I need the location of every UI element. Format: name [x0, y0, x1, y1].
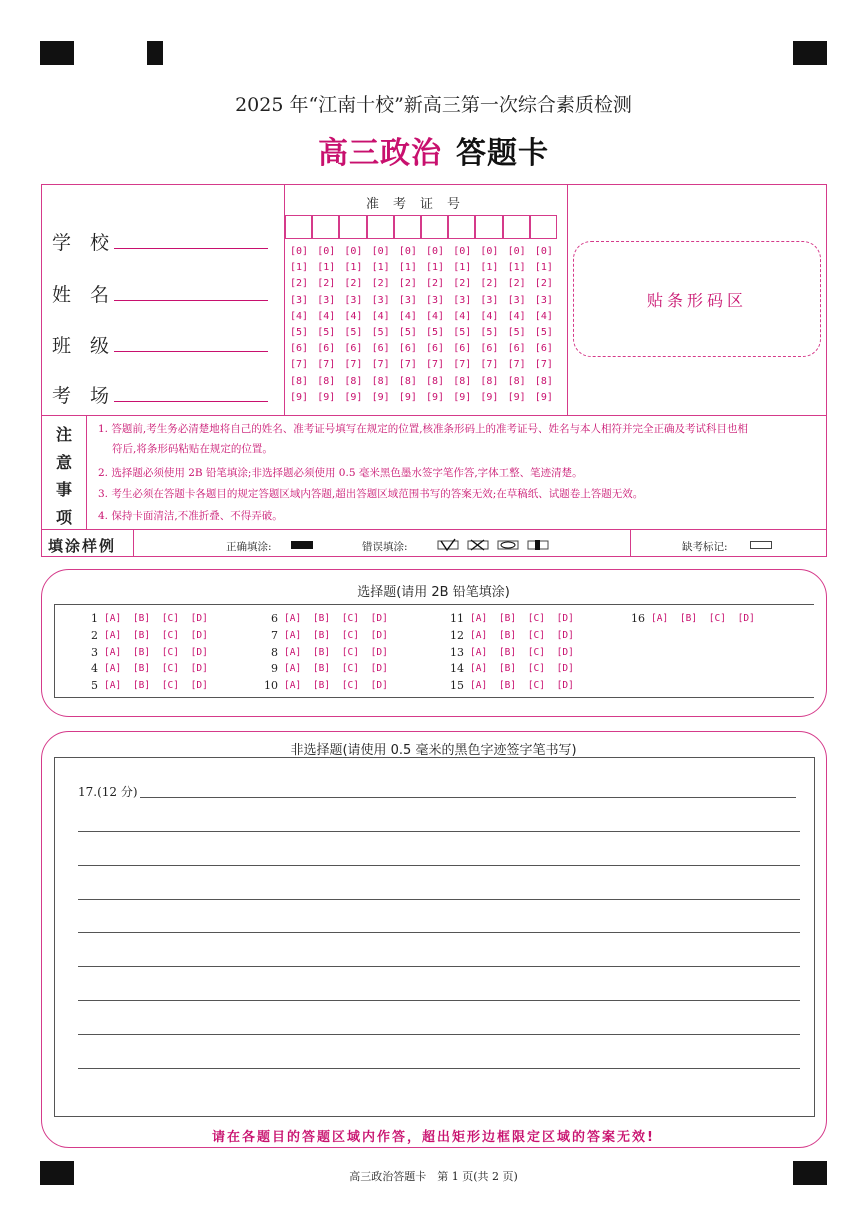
question-17-label: 17.(12 分) [78, 785, 138, 799]
class-label: 班 级 [52, 335, 110, 357]
admission-digit-bubble[interactable]: [5] [344, 327, 363, 338]
admission-digit-bubble[interactable]: [1] [453, 262, 472, 274]
admission-digit-bubble[interactable]: [4] [398, 310, 417, 322]
answer-line[interactable] [78, 966, 800, 967]
admission-digit-bubble[interactable]: [2] [453, 278, 472, 290]
choice-question-number: 16 [631, 612, 645, 625]
admission-digit-bubble[interactable]: [1] [344, 262, 363, 274]
choice-question-number: 11 [450, 612, 464, 625]
admission-digit-bubble[interactable]: [8] [371, 375, 390, 387]
admission-digit-box[interactable] [421, 215, 448, 239]
admission-digit-box[interactable] [530, 215, 557, 239]
name-input-line[interactable] [114, 300, 268, 301]
admission-digit-bubble[interactable]: [7] [453, 359, 472, 371]
choice-options[interactable]: [A] [B] [C] [D] [104, 663, 208, 675]
admission-digit-bubble[interactable]: [3] [507, 294, 526, 306]
admission-digit-bubble[interactable]: [6] [398, 343, 417, 355]
choice-question-number: 10 [264, 679, 278, 693]
wrong-fill-label: 错误填涂: [362, 541, 408, 553]
notice-item-1-cont: 符后,将条形码粘贴在规定的位置。 [112, 443, 273, 455]
admission-digit-bubble[interactable]: [0] [398, 246, 417, 257]
divider [54, 604, 55, 697]
admission-digit-bubble[interactable]: [6] [317, 343, 336, 355]
admission-digit-box[interactable] [312, 215, 339, 239]
admission-digit-bubble[interactable]: [6] [344, 343, 363, 355]
admission-digit-bubble[interactable]: [9] [317, 391, 336, 403]
room-input-line[interactable] [114, 401, 268, 402]
admission-digit-bubble[interactable]: [5] [317, 327, 336, 338]
admission-digit-bubble[interactable]: [4] [480, 310, 499, 322]
admission-digit-bubble[interactable]: [3] [371, 294, 390, 306]
answer-line[interactable] [78, 1000, 800, 1001]
admission-digit-bubble[interactable]: [5] [480, 327, 499, 338]
admission-digit-bubble[interactable]: [4] [534, 310, 553, 322]
choice-question-number: 15 [450, 679, 464, 693]
admission-digit-bubble[interactable]: [8] [426, 375, 445, 387]
admission-digit-bubble[interactable]: [4] [317, 310, 336, 322]
notice-heading-char: 事 [55, 480, 72, 500]
admission-digit-bubble[interactable]: [1] [507, 262, 526, 274]
admission-digit-bubble[interactable]: [9] [453, 391, 472, 403]
admission-digit-bubble[interactable]: [8] [507, 375, 526, 387]
registration-mark-top-left-2 [147, 41, 163, 65]
choice-options[interactable]: [A] [B] [C] [D] [284, 680, 388, 692]
nonchoice-section-title: 非选择题(请使用 0.5 毫米的黑色字迹签字笔书写) [290, 743, 577, 758]
choice-section-title: 选择题(请用 2B 铅笔填涂) [357, 585, 510, 600]
choice-question-number: 3 [91, 645, 98, 659]
absent-mark-label: 缺考标记: [682, 541, 728, 553]
answer-box[interactable] [54, 757, 815, 1117]
admission-digit-bubble[interactable]: [1] [534, 262, 553, 274]
admission-digit-bubble[interactable]: [1] [371, 262, 390, 274]
admission-digit-bubble[interactable]: [0] [290, 246, 309, 257]
admission-digit-bubble[interactable]: [9] [507, 391, 526, 403]
answer-line[interactable] [78, 932, 800, 933]
barcode-label: 贴条形码区 [646, 290, 747, 310]
choice-question-number: 6 [271, 612, 278, 625]
admission-digit-bubble[interactable]: [6] [453, 343, 472, 355]
admission-digit-bubble[interactable]: [0] [507, 246, 526, 257]
admission-digit-bubble[interactable]: [2] [426, 278, 445, 290]
choice-question-number: 2 [91, 628, 98, 642]
admission-digit-bubble[interactable]: [6] [507, 343, 526, 355]
notice-item-1: 1. 答题前,考生务必清楚地将自己的姓名、准考证号填写在规定的位置,核准条形码上的准考证号、姓名与本人相符并完全正确及考试科目也相 [98, 423, 749, 435]
choice-options[interactable]: [A] [B] [C] [D] [284, 646, 388, 658]
choice-question-number: 7 [271, 628, 278, 642]
class-input-line[interactable] [114, 351, 268, 352]
admission-digit-bubble[interactable]: [0] [371, 246, 390, 257]
divider [41, 415, 827, 416]
answer-line[interactable] [78, 899, 800, 900]
admission-digit-bubble[interactable]: [9] [426, 391, 445, 403]
admission-digit-bubble[interactable]: [7] [426, 359, 445, 371]
choice-options[interactable]: [A] [B] [C] [D] [284, 613, 388, 624]
admission-digit-bubble[interactable]: [3] [317, 294, 336, 306]
choice-question-number: 9 [271, 662, 278, 676]
admission-digit-bubble[interactable]: [8] [398, 375, 417, 387]
notice-item-2: 2. 选择题必须使用 2B 铅笔填涂;非选择题必须使用 0.5 毫米黑色墨水签字笔作答,字体工整、笔迹清楚。 [98, 467, 583, 479]
admission-digit-bubble[interactable]: [2] [398, 278, 417, 290]
answer-line[interactable] [78, 1034, 800, 1035]
admission-digit-bubble[interactable]: [5] [453, 327, 472, 338]
choice-options[interactable]: [A] [B] [C] [D] [104, 680, 208, 692]
admission-digit-bubble[interactable]: [2] [371, 278, 390, 290]
admission-digit-bubble[interactable]: [8] [480, 375, 499, 387]
admission-digit-bubble[interactable]: [6] [534, 343, 553, 355]
admission-digit-bubble[interactable]: [5] [534, 327, 553, 338]
admission-digit-bubble[interactable]: [7] [371, 359, 390, 371]
divider [567, 184, 568, 415]
card-title [0, 128, 867, 172]
admission-digit-bubble[interactable]: [6] [371, 343, 390, 355]
choice-question-number: 4 [91, 662, 98, 676]
admission-digit-bubble[interactable]: [0] [534, 246, 553, 257]
admission-digit-bubble[interactable]: [6] [290, 343, 309, 355]
admission-digit-bubble[interactable]: [7] [344, 359, 363, 371]
admission-digit-box[interactable] [339, 215, 366, 239]
subject-title: 高三政治 [318, 136, 442, 171]
admission-digit-box[interactable] [285, 215, 312, 239]
admission-digit-bubble[interactable]: [7] [534, 359, 553, 371]
barcode-area [573, 241, 821, 357]
admission-digit-bubble[interactable]: [4] [507, 310, 526, 322]
admission-digit-bubble[interactable]: [6] [426, 343, 445, 355]
admission-digit-bubble[interactable]: [3] [290, 294, 309, 306]
admission-digit-bubble[interactable]: [5] [371, 327, 390, 338]
admission-digit-bubble[interactable]: [2] [344, 278, 363, 290]
admission-digit-box[interactable] [503, 215, 530, 239]
admission-digit-bubble[interactable]: [2] [317, 278, 336, 290]
admission-digit-bubble[interactable]: [0] [480, 246, 499, 257]
admission-digit-bubble[interactable]: [5] [398, 327, 417, 338]
page-footer: 高三政治答题卡 第 1 页(共 2 页) [349, 1170, 518, 1183]
choice-options[interactable]: [A] [B] [C] [D] [284, 629, 388, 641]
choice-question-number: 5 [91, 679, 98, 693]
admission-digit-bubble[interactable]: [8] [453, 375, 472, 387]
admission-digit-bubble[interactable]: [3] [398, 294, 417, 306]
admission-digit-bubble[interactable]: [1] [317, 262, 336, 274]
divider [41, 529, 827, 530]
choice-options[interactable]: [A] [B] [C] [D] [284, 663, 388, 675]
admission-digit-bubble[interactable]: [4] [290, 310, 309, 322]
admission-digit-bubble[interactable]: [4] [426, 310, 445, 322]
admission-digit-bubble[interactable]: [0] [453, 246, 472, 257]
admission-digit-bubble[interactable]: [8] [534, 375, 553, 387]
name-label: 姓 名 [52, 284, 110, 306]
answer-line[interactable] [140, 797, 796, 798]
admission-digit-bubble[interactable]: [7] [480, 359, 499, 371]
choice-options[interactable]: [A] [B] [C] [D] [104, 646, 208, 658]
notice-heading-char: 意 [55, 452, 72, 472]
admission-number-title: 准考证号 [365, 197, 474, 212]
answer-area-warning: 请在各题目的答题区域内作答，超出矩形边框限定区域的答案无效! [212, 1130, 655, 1145]
admission-digit-bubble[interactable]: [5] [290, 327, 309, 338]
admission-digit-bubble[interactable]: [5] [426, 327, 445, 338]
admission-digit-bubble[interactable]: [2] [534, 278, 553, 290]
admission-digit-bubble[interactable]: [9] [344, 391, 363, 403]
admission-digit-bubble[interactable]: [0] [344, 246, 363, 257]
divider [54, 697, 814, 698]
admission-digit-box[interactable] [394, 215, 421, 239]
choice-options[interactable]: [A] [B] [C] [D] [104, 613, 208, 624]
admission-digit-bubble[interactable]: [9] [290, 391, 309, 403]
admission-digit-bubble[interactable]: [8] [317, 375, 336, 387]
exam-title: 2025 年“江南十校”新高三第一次综合素质检测 [235, 94, 632, 116]
choice-question-number: 12 [450, 628, 464, 642]
admission-digit-bubble[interactable]: [7] [507, 359, 526, 371]
admission-digit-bubble[interactable]: [9] [398, 391, 417, 403]
admission-digit-bubble[interactable]: [0] [426, 246, 445, 257]
choice-options[interactable]: [A] [B] [C] [D] [470, 646, 574, 658]
choice-options[interactable]: [A] [B] [C] [D] [470, 663, 574, 675]
admission-digit-bubble[interactable]: [1] [398, 262, 417, 274]
admission-digit-bubble[interactable]: [3] [480, 294, 499, 306]
fill-sample-label: 填涂样例 [48, 537, 117, 555]
answer-line[interactable] [78, 1068, 800, 1069]
answer-line[interactable] [78, 865, 800, 866]
school-input-line[interactable] [114, 248, 268, 249]
admission-digit-bubble[interactable]: [3] [344, 294, 363, 306]
answer-line[interactable] [78, 831, 800, 832]
admission-digit-bubble[interactable]: [8] [344, 375, 363, 387]
admission-digit-bubble[interactable]: [9] [534, 391, 553, 403]
admission-digit-box[interactable] [367, 215, 394, 239]
admission-digit-bubble[interactable]: [9] [480, 391, 499, 403]
school-label: 学 校 [52, 232, 110, 254]
admission-digit-box[interactable] [448, 215, 475, 239]
admission-digit-bubble[interactable]: [2] [507, 278, 526, 290]
admission-digit-bubble[interactable]: [0] [317, 246, 336, 257]
admission-digit-bubble[interactable]: [2] [480, 278, 499, 290]
wrong-fill-marks [437, 537, 557, 551]
correct-fill-mark [291, 541, 313, 549]
notice-heading-char: 项 [55, 507, 72, 527]
registration-mark-top-right [793, 41, 827, 65]
choice-question-number: 14 [450, 662, 464, 676]
choice-question-number: 1 [91, 612, 98, 625]
admission-digit-bubble[interactable]: [3] [426, 294, 445, 306]
admission-digit-box[interactable] [475, 215, 502, 239]
admission-digit-bubble[interactable]: [5] [507, 327, 526, 338]
admission-digit-bubble[interactable]: [9] [371, 391, 390, 403]
choice-options[interactable]: [A] [B] [C] [D] [470, 680, 574, 692]
admission-digit-bubble[interactable]: [7] [290, 359, 309, 371]
choice-options[interactable]: [A] [B] [C] [D] [104, 629, 208, 641]
admission-digit-bubble[interactable]: [2] [290, 278, 309, 290]
admission-digit-bubble[interactable]: [4] [371, 310, 390, 322]
choice-options[interactable]: [A] [B] [C] [D] [470, 613, 574, 624]
choice-question-number: 8 [271, 645, 278, 659]
absent-mark-box[interactable] [750, 541, 772, 549]
divider [86, 415, 87, 529]
card-label: 答题卡 [456, 136, 549, 171]
notice-item-3: 3. 考生必须在答题卡各题目的规定答题区域内答题,超出答题区域范围书写的答案无效;在草稿纸、试题卷上答题无效。 [98, 488, 644, 500]
notice-item-4: 4. 保持卡面清洁,不准折叠、不得弄破。 [98, 510, 283, 522]
admission-digit-bubble[interactable]: [1] [480, 262, 499, 274]
choice-question-number: 13 [450, 645, 464, 659]
notice-heading-char: 注 [55, 425, 72, 445]
correct-fill-label: 正确填涂: [226, 541, 272, 553]
admission-digit-bubble[interactable]: [4] [453, 310, 472, 322]
admission-digit-bubble[interactable]: [8] [290, 375, 309, 387]
admission-digit-bubble[interactable]: [6] [480, 343, 499, 355]
admission-digit-bubble[interactable]: [4] [344, 310, 363, 322]
admission-digit-bubble[interactable]: [7] [317, 359, 336, 371]
admission-digit-bubble[interactable]: [1] [290, 262, 309, 274]
divider [630, 529, 631, 557]
divider [133, 529, 134, 557]
choice-options[interactable]: [A] [B] [C] [D] [651, 613, 755, 624]
admission-digit-bubble[interactable]: [3] [453, 294, 472, 306]
divider [54, 604, 814, 605]
admission-digit-bubble[interactable]: [7] [398, 359, 417, 371]
choice-options[interactable]: [A] [B] [C] [D] [470, 629, 574, 641]
admission-digit-bubble[interactable]: [1] [426, 262, 445, 274]
admission-digit-bubble[interactable]: [3] [534, 294, 553, 306]
notice-heading [42, 420, 86, 530]
room-label: 考 场 [52, 385, 110, 407]
registration-mark-top-left-1 [40, 41, 74, 65]
